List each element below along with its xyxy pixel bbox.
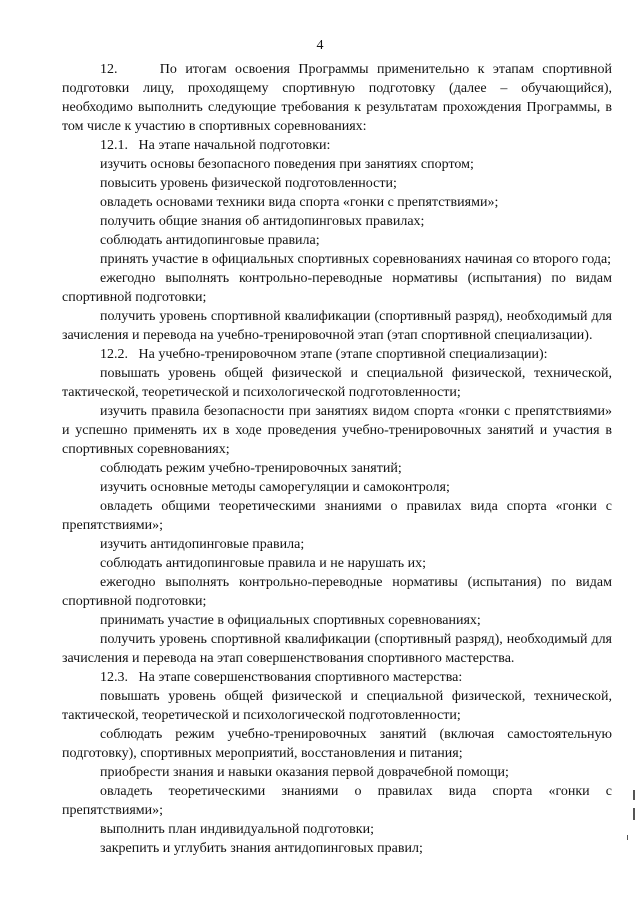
list-item: овладеть общими теоретическими знаниями о правилах вида спорта «гонки с препятствиями»;: [62, 499, 612, 533]
list-item: принять участие в официальных спортивных соревнованиях начиная со второго года;: [100, 252, 612, 267]
list-item: выполнить план индивидуальной подготовки;: [100, 822, 374, 837]
page-number: 4: [316, 38, 324, 53]
list-item: повышать уровень общей физической и специальной физической, технической, тактической, теоретической и психологической подготовленности;: [62, 689, 612, 723]
scan-edge-mark: [633, 790, 635, 800]
list-item: овладеть теоретическими знаниями о правилах вида спорта «гонки с препятствиями»;: [62, 784, 612, 818]
list-item: соблюдать режим учебно-тренировочных занятий (включая самостоятельную подготовку), спортивных мероприятий, восстановления и питания;: [62, 727, 612, 761]
document-body: [62, 60, 612, 858]
list-item: закрепить и углубить знания антидопинговых правил;: [100, 841, 423, 856]
list-item: овладеть основами техники вида спорта «гонки с препятствиями»;: [100, 195, 499, 210]
heading-12-1: 12.1. На этапе начальной подготовки:: [100, 138, 331, 153]
list-item: изучить антидопинговые правила;: [100, 537, 305, 552]
list-item: приобрести знания и навыки оказания первой доврачебной помощи;: [100, 765, 509, 780]
heading-12-2: 12.2. На учебно-тренировочном этапе (этапе спортивной специализации):: [100, 347, 548, 362]
list-item: изучить правила безопасности при занятиях видом спорта «гонки с препятствиями» и успешно применять их в ходе проведения учебно-тренировочных занятий и участия в спортивных соревнованиях;: [62, 404, 612, 457]
list-item: соблюдать антидопинговые правила;: [100, 233, 320, 248]
paragraph-12: 12. По итогам освоения Программы применительно к этапам спортивной подготовки лицу, проходящему спортивную подготовку (далее – обучающийся), необходимо выполнить следующие требования к результатам прохождения Программы, в том числе к участию в спортивных соревнованиях:: [62, 62, 612, 134]
list-item: повышать уровень общей физической и специальной физической, технической, тактической, теоретической и психологической подготовленности;: [62, 366, 612, 400]
list-item: получить уровень спортивной квалификации (спортивный разряд), необходимый для зачисления и перевода на учебно-тренировочной этап (этап спортивной специализации).: [62, 309, 612, 343]
list-item: получить общие знания об антидопинговых правилах;: [100, 214, 425, 229]
list-item: ежегодно выполнять контрольно-переводные нормативы (испытания) по видам спортивной подготовки;: [62, 271, 612, 305]
list-item: изучить основные методы саморегуляции и самоконтроля;: [100, 480, 450, 495]
list-item: ежегодно выполнять контрольно-переводные нормативы (испытания) по видам спортивной подготовки;: [62, 575, 612, 609]
list-item: получить уровень спортивной квалификации (спортивный разряд), необходимый для зачисления и перевода на этап совершенствования спортивного мастерства.: [62, 632, 612, 666]
scan-edge-mark: [633, 808, 635, 820]
scan-edge-mark: [627, 835, 628, 840]
list-item: принимать участие в официальных спортивных соревнованиях;: [100, 613, 481, 628]
list-item: изучить основы безопасного поведения при занятиях спортом;: [100, 157, 474, 172]
list-item: соблюдать режим учебно-тренировочных занятий;: [100, 461, 402, 476]
list-item: повысить уровень физической подготовленности;: [100, 176, 397, 191]
heading-12-3: 12.3. На этапе совершенствования спортивного мастерства:: [100, 670, 463, 685]
list-item: соблюдать антидопинговые правила и не нарушать их;: [100, 556, 426, 571]
